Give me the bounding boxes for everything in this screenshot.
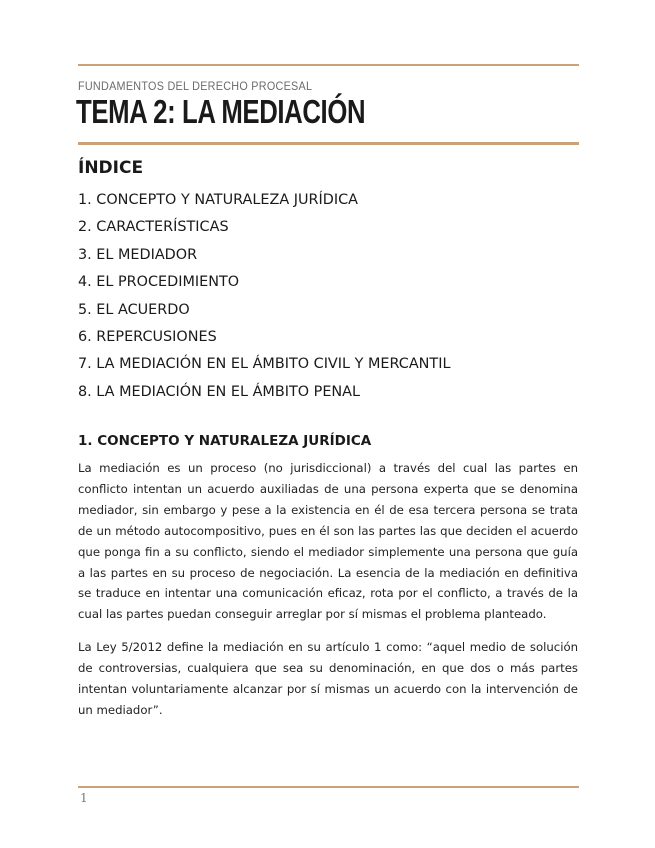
page-title: TEMA 2: LA MEDIACIÓN	[76, 93, 366, 130]
toc-item: 8. LA MEDIACIÓN EN EL ÁMBITO PENAL	[78, 383, 361, 400]
toc-item: 4. EL PROCEDIMIENTO	[78, 274, 240, 291]
toc-item: 1. CONCEPTO Y NATURALEZA JURÍDICA	[78, 192, 359, 208]
page-number: 1	[80, 791, 88, 805]
index-heading: ÍNDICE	[78, 158, 144, 178]
toc-item: 3. EL MEDIADOR	[78, 246, 198, 263]
header-bottom-rule	[78, 142, 579, 145]
table-of-contents	[78, 187, 450, 406]
footer-rule	[78, 786, 579, 788]
body-paragraph: La Ley 5/2012 define la mediación en su artículo 1 como: “aquel medio de solución de controversias, cualquiera que sea su denominación, en que dos o más partes intentan voluntariamente alcanzar por sí mismas un acuerdo con la intervención de un mediador”.	[78, 640, 578, 717]
section-heading: 1. CONCEPTO Y NATURALEZA JURÍDICA	[78, 433, 372, 449]
course-name: FUNDAMENTOS DEL DERECHO PROCESAL	[78, 79, 313, 93]
toc-item: 2. CARACTERÍSTICAS	[78, 219, 229, 236]
toc-item: 7. LA MEDIACIÓN EN EL ÁMBITO CIVIL Y MERCANTIL	[78, 356, 451, 373]
body-paragraph: La mediación es un proceso (no jurisdiccional) a través del cual las partes en conflicto intentan un acuerdo auxiliadas de una persona experta que se denomina mediador, sin embargo y pese a la existencia en él de esa tercera persona se trata de un método autocompositivo, pues en él son las partes las que deciden el acuerdo que ponga fin a su conflicto, siendo el mediador simplemente una persona que guía a las partes en su proceso de negociación. La esencia de la mediación en definitiva se traduce en intentar una comunicación eficaz, rota por el conflicto, a través de la cual las partes puedan conseguir arreglar por sí mismas el problema planteado.	[78, 461, 578, 622]
header-top-rule	[78, 64, 579, 66]
toc-item: 6. REPERCUSIONES	[78, 328, 217, 345]
toc-item: 5. EL ACUERDO	[78, 301, 190, 318]
